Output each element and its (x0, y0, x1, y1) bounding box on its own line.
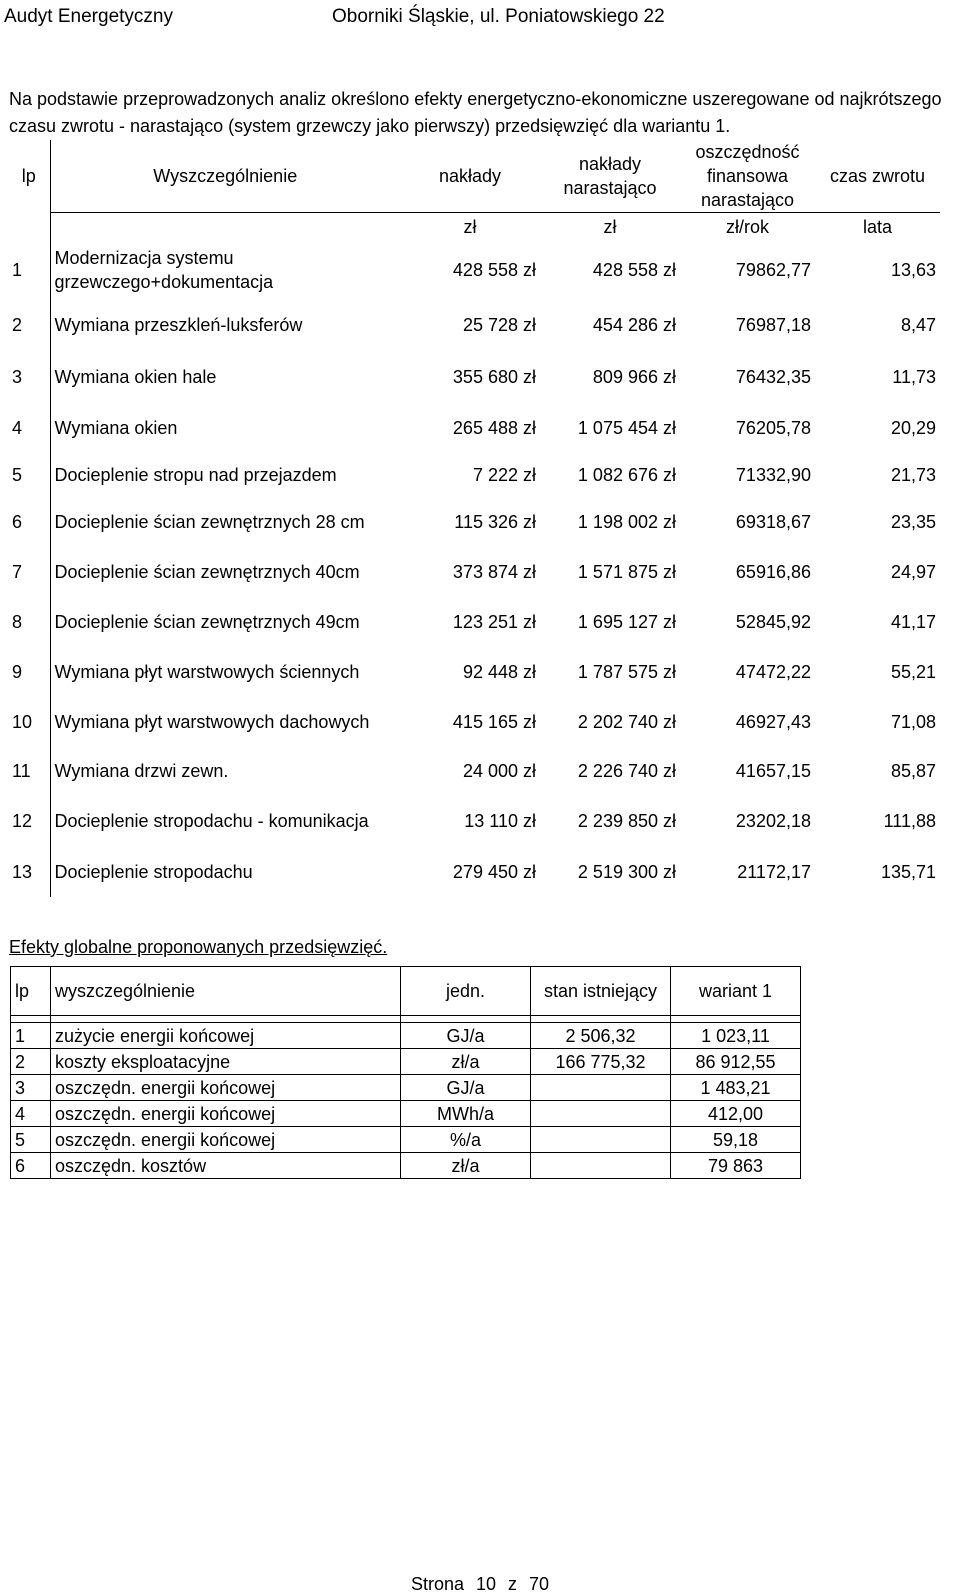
table-row: 7 Docieplenie ścian zewnętrznych 40cm 373 874 zł 1 571 875 zł 65916,86 24,97 (10, 547, 940, 597)
footer-page: 10 (475, 1574, 497, 1594)
table-row: 2 koszty eksploatacyjne zł/a 166 775,32 86 912,55 (11, 1049, 801, 1075)
units-row (10, 213, 940, 241)
col-wariant: wariant 1 (671, 967, 801, 1016)
col-naklady-narastajaco: nakłady narastająco (563, 154, 657, 198)
table-row: 1 zużycie energii końcowej GJ/a 2 506,32 1 023,11 (11, 1023, 801, 1049)
unit-cell: zł/rok (680, 213, 815, 241)
col-czas-zwrotu: czas zwrotu (829, 166, 926, 186)
table-row: 6 Docieplenie ścian zewnętrznych 28 cm 115 326 zł 1 198 002 zł 69318,67 23,35 (10, 497, 940, 547)
unit-cell: zł (400, 213, 540, 241)
table-row: 5 Docieplenie stropu nad przejazdem 7 222 zł 1 082 676 zł 71332,90 21,73 (10, 453, 940, 497)
table-header-row (10, 140, 940, 213)
global-effects-table (10, 966, 801, 1179)
col-naklady: nakłady (438, 166, 502, 186)
header-address: Oborniki Śląskie, ul. Poniatowskiego 22 (332, 6, 665, 27)
page-header (0, 4, 960, 32)
col-oszczednosc: oszczędność finansowa narastająco (695, 142, 800, 210)
spacer-row (11, 1016, 801, 1023)
investments-table (10, 140, 940, 897)
table-row: 12 Docieplenie stropodachu - komunikacja 13 110 zł 2 239 850 zł 23202,18 111,88 (10, 795, 940, 847)
table-row: 13 Docieplenie stropodachu 279 450 zł 2 519 300 zł 21172,17 135,71 (10, 847, 940, 897)
intro-paragraph: Na podstawie przeprowadzonych analiz określono efekty energetyczno-ekonomiczne uszeregowane od najkrótszego czasu zwrotu - narastająco (system grzewczy jako pierwszy) przedsięwzięć dla wariantu 1. (9, 89, 942, 136)
table-row: 4 Wymiana okien 265 488 zł 1 075 454 zł 76205,78 20,29 (10, 403, 940, 453)
table-row: 4 oszczędn. energii końcowej MWh/a 412,00 (11, 1101, 801, 1127)
table-row: 6 oszczędn. kosztów zł/a 79 863 (11, 1153, 801, 1179)
unit-cell: zł (540, 213, 680, 241)
page-footer (0, 1574, 960, 1595)
col-stan: stan istniejący (531, 967, 671, 1016)
table-row: 5 oszczędn. energii końcowej %/a 59,18 (11, 1127, 801, 1153)
table-row: 2 Wymiana przeszkleń-luksferów 25 728 zł 454 286 zł 76987,18 8,47 (10, 299, 940, 351)
col-jedn: jedn. (401, 967, 531, 1016)
table-row: 11 Wymiana drzwi zewn. 24 000 zł 2 226 740 zł 41657,15 85,87 (10, 747, 940, 795)
table-header-row (11, 967, 801, 1016)
unit-cell: lata (815, 213, 940, 241)
table-row: 9 Wymiana płyt warstwowych ściennych 92 448 zł 1 787 575 zł 47472,22 55,21 (10, 647, 940, 697)
col-lp: lp (11, 967, 51, 1016)
footer-total: 70 (529, 1574, 550, 1594)
table-row: 10 Wymiana płyt warstwowych dachowych 415 165 zł 2 202 740 zł 46927,43 71,08 (10, 697, 940, 747)
footer-sep: z (508, 1574, 518, 1594)
table-row: 3 Wymiana okien hale 355 680 zł 809 966 zł 76432,35 11,73 (10, 351, 940, 403)
table-row: 1 Modernizacja systemu grzewczego+dokumentacja 428 558 zł 428 558 zł 79862,77 13,63 (10, 241, 940, 299)
col-name: Wyszczególnienie (50, 140, 400, 213)
section-title: Efekty globalne proponowanych przedsięwzięć. (9, 937, 388, 957)
table-row: 3 oszczędn. energii końcowej GJ/a 1 483,21 (11, 1075, 801, 1101)
table-row: 8 Docieplenie ścian zewnętrznych 49cm 123 251 zł 1 695 127 zł 52845,92 41,17 (10, 597, 940, 647)
header-title: Audyt Energetyczny (4, 6, 173, 27)
footer-prefix: Strona (410, 1574, 464, 1594)
col-lp: lp (21, 166, 36, 187)
col-name: wyszczególnienie (51, 967, 401, 1016)
